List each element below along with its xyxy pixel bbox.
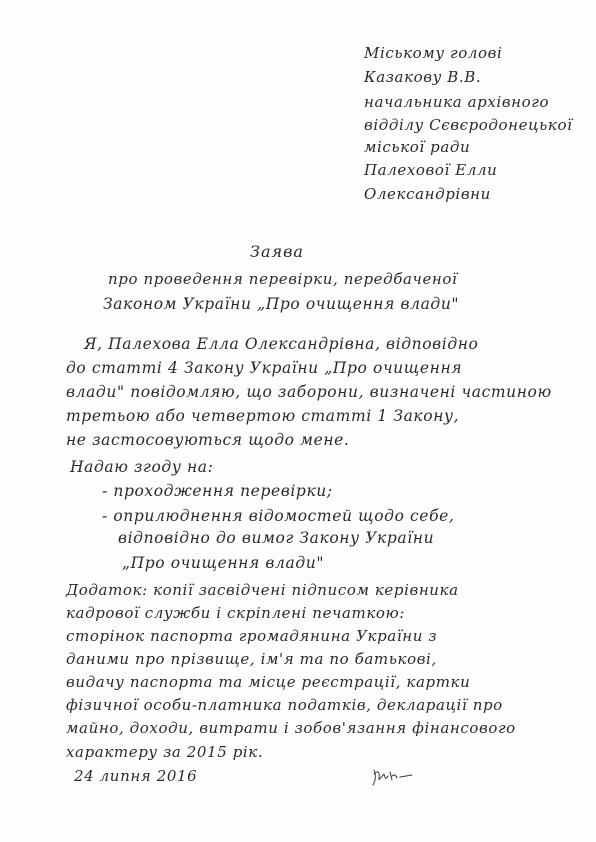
attachment-line: майно, доходи, витрати і зобов'язання фінансового	[66, 719, 516, 737]
signature-scribble	[370, 764, 420, 788]
document-subtitle-line: про проведення перевірки, передбаченої	[108, 270, 458, 288]
consent-item: - проходження перевірки;	[102, 482, 333, 500]
consent-heading: Надаю згоду на:	[70, 458, 214, 476]
attachment-line: видачу паспорта та місце реєстрації, картки	[66, 673, 471, 691]
attachment-line: даними про прізвище, ім'я та по батькові,	[66, 650, 437, 668]
attachment-line: фізичної особи-платника податків, декларації про	[66, 696, 503, 714]
document-subtitle-line: Законом України „Про очищення влади"	[103, 295, 460, 313]
consent-item: - оприлюднення відомостей щодо себе,	[102, 507, 455, 525]
attachment-line: кадрової служби і скріплені печаткою:	[66, 604, 405, 622]
consent-item: „Про очищення влади"	[122, 554, 325, 572]
body-line: не застосовуються щодо мене.	[66, 431, 350, 449]
body-line: третьою або четвертою статті 1 Закону,	[66, 407, 460, 425]
body-line: до статті 4 Закону України „Про очищення	[66, 359, 463, 377]
body-line: Я, Палехова Елла Олександрівна, відповідно	[84, 335, 479, 353]
consent-item: відповідно до вимог Закону України	[118, 529, 435, 547]
addressee-line: Казакову В.В.	[364, 68, 482, 86]
attachment-line: Додаток: копії засвідчені підписом керівника	[66, 581, 459, 599]
addressee-line: Палехової Елли	[364, 161, 498, 179]
document-date: 24 липня 2016	[74, 767, 198, 785]
addressee-line: міської ради	[364, 138, 471, 156]
addressee-line: відділу Сєвєродонецької	[364, 116, 573, 134]
addressee-line: Олександрівни	[364, 185, 491, 203]
addressee-line: начальника архівного	[364, 93, 550, 111]
addressee-line: Міському голові	[364, 44, 503, 62]
attachment-line: характеру за 2015 рік.	[66, 743, 264, 761]
document-title: Заява	[250, 242, 304, 261]
body-line: влади" повідомляю, що заборони, визначені частиною	[66, 383, 552, 401]
attachment-line: сторінок паспорта громадянина України з	[66, 627, 438, 645]
